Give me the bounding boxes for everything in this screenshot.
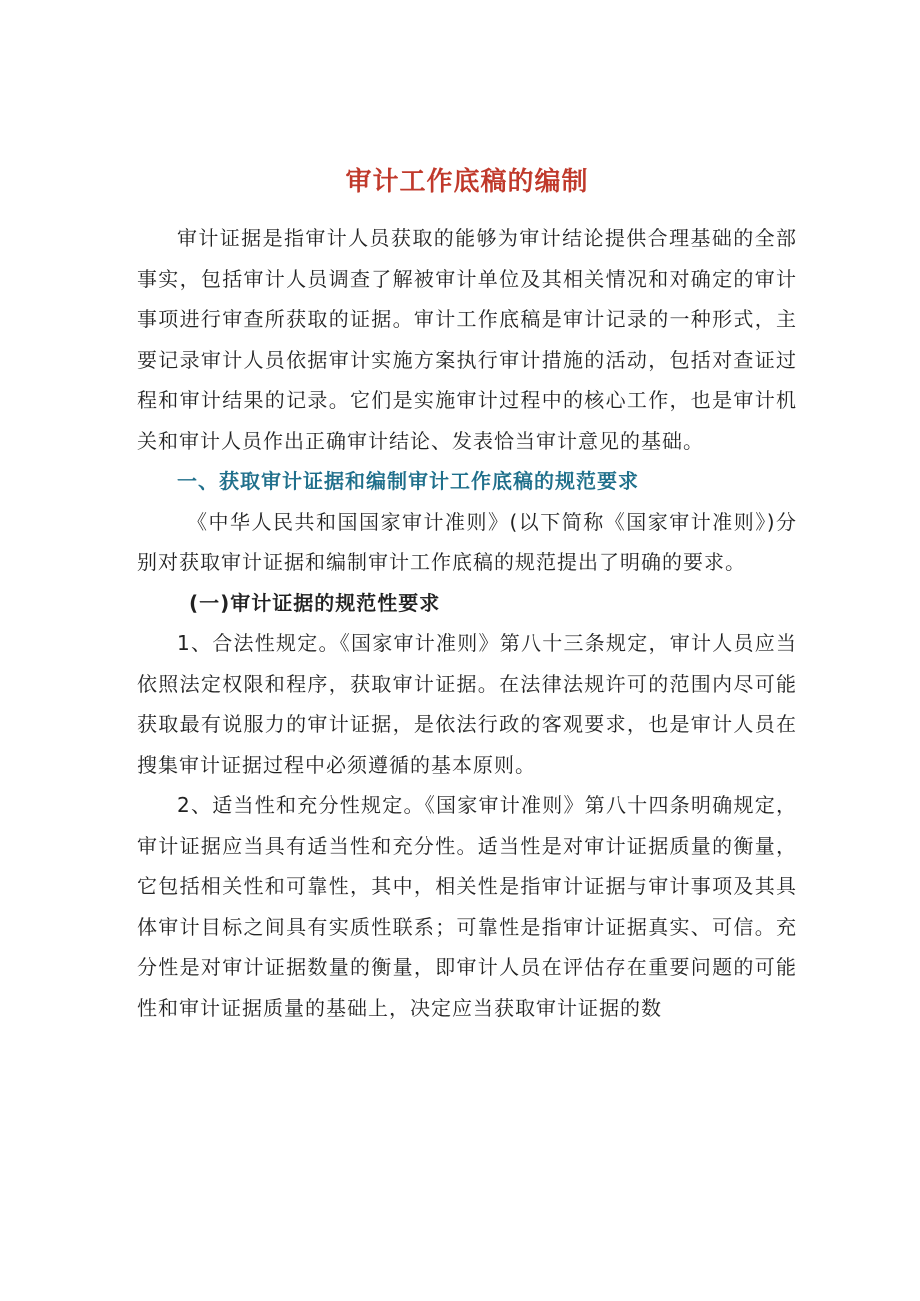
item-1-paragraph: 1、合法性规定。《国家审计准则》第八十三条规定，审计人员应当依照法定权限和程序，获取审计证据。在法律法规许可的范围内尽可能获取最有说服力的审计证据，是依法行政的客观要求，也是审计人员在搜集审计证据过程中必须遵循的基本原则。: [137, 631, 797, 777]
section-heading-1: 一、获取审计证据和编制审计工作底稿的规范要求: [177, 469, 639, 493]
document-title: 审计工作底稿的编制: [345, 167, 589, 197]
subsection-heading-1: (一)审计证据的规范性要求: [189, 590, 441, 615]
item-2-paragraph: 2、适当性和充分性规定。《国家审计准则》第八十四条明确规定，审计证据应当具有适当性和充分性。适当性是对审计证据质量的衡量，它包括相关性和可靠性，其中，相关性是指审计证据与审计事项及其具体审计目标之间具有实质性联系；可靠性是指审计证据真实、可信。充分性是对审计证据数量的衡量，即审计人员在评估存在重要问题的可能性和审计证据质量的基础上，决定应当获取审计证据的数: [137, 793, 797, 1020]
intro-paragraph: 审计证据是指审计人员获取的能够为审计结论提供合理基础的全部事实，包括审计人员调查了解被审计单位及其相关情况和对确定的审计事项进行审查所获取的证据。审计工作底稿是审计记录的一种形式，主要记录审计人员依据审计实施方案执行审计措施的活动，包括对查证过程和审计结果的记录。它们是实施审计过程中的核心工作，也是审计机关和审计人员作出正确审计结论、发表恰当审计意见的基础。: [137, 226, 797, 453]
section-1-paragraph: 《中华人民共和国国家审计准则》(以下简称《国家审计准则》)分别对获取审计证据和编制审计工作底稿的规范提出了明确的要求。: [137, 509, 797, 574]
document-page: [137, 160, 797, 1028]
